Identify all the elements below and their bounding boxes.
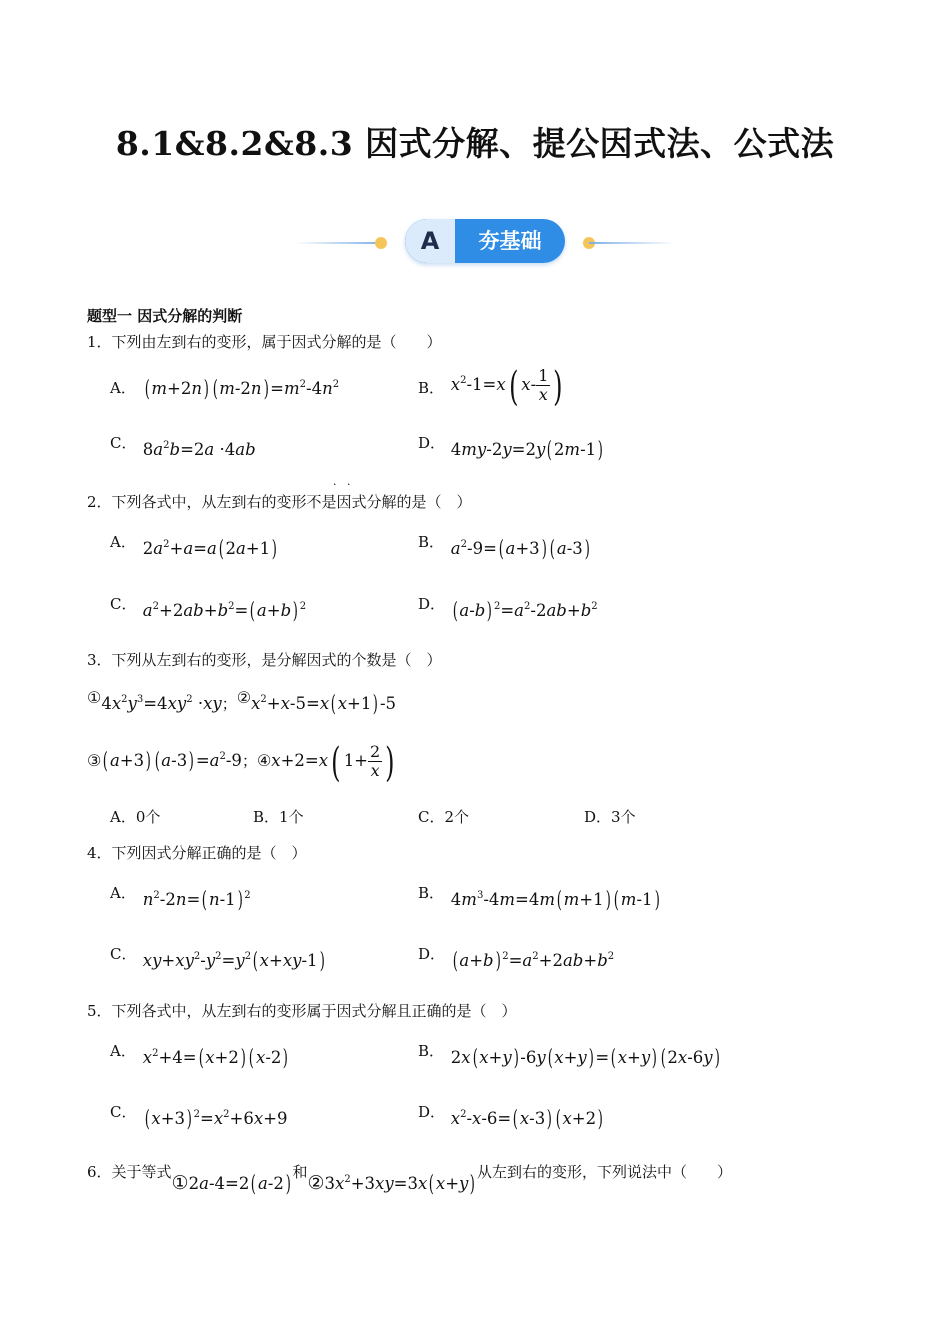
question-5-option-a: [110, 1040, 290, 1071]
option-label: D．: [418, 434, 446, 452]
math-expression: $4m^3-4m=4m$( m+1) ( m-1): [450, 888, 660, 913]
math-expression: $4x^2y^3=4xy^2 \cdot xy$: [101, 694, 222, 713]
option-label: A．: [110, 533, 136, 551]
math-expression: $a^2+2ab+b^2=$( a+b) $^2$: [142, 599, 307, 624]
math-expression: ( a+3) ( $a-3) =a^2-9$: [103, 749, 242, 774]
question-1-option-b: [418, 364, 566, 410]
option-label: C．: [110, 434, 137, 452]
math-expression: 4my-2y=2y( 2m-1): [450, 438, 604, 463]
math-expression: ①2a-4=2( a-2): [171, 1172, 291, 1197]
math-expression: $x^2+x-5=x$( x+1) -5: [251, 692, 397, 717]
math-expression: ( m+2n) ( $m-2n) =m^2-4n^2$: [144, 377, 340, 402]
question-3-option-c: C．2个: [418, 808, 470, 826]
question-4-option-d: [418, 943, 615, 974]
banner-label: 夯基础: [478, 229, 542, 253]
question-5-option-d: [418, 1101, 605, 1132]
option-label: D．: [418, 595, 446, 613]
question-6-stem: [87, 1160, 732, 1197]
question-2-option-c: [110, 593, 307, 624]
question-2-option-d: [418, 593, 598, 624]
separator: ；: [221, 695, 237, 713]
item-marker-1: ①: [87, 688, 102, 707]
emphasis-dots: · ·: [333, 478, 351, 491]
page-title: 8.1&8.2&8.3 因式分解、提公因式法、公式法: [115, 124, 835, 163]
math-expression: 2x( x+y) -6y( x+y) =( x+y) ( 2x-6y): [450, 1046, 720, 1071]
question-4-option-b: [418, 882, 661, 913]
question-5-option-c: [110, 1101, 288, 1132]
banner-line-right: [589, 242, 675, 244]
question-1-option-d: [418, 432, 605, 463]
math-expression: ( x+3) $^2=x^2+6x+9$: [144, 1107, 288, 1132]
question-2-option-a: [110, 531, 279, 562]
option-label: C．: [110, 1103, 137, 1121]
question-3-items-row-1: [87, 688, 396, 717]
question-3-items-row-2: [87, 740, 398, 786]
question-1-option-c: [110, 432, 256, 459]
math-expression: $2a^2+a=a$( 2a+1): [142, 537, 277, 562]
option-label: D．: [418, 1103, 446, 1121]
banner-line-left: [295, 242, 381, 244]
option-label: B．: [418, 379, 445, 397]
item-marker-2: ②: [236, 688, 252, 707]
question-3-option-b: B．1个: [253, 808, 304, 826]
section-banner: [295, 215, 675, 267]
math-expression: ( a+b) $^2=a^2+2ab+b^2$: [452, 949, 615, 974]
question-6-stem-suffix: 从左到右的变形，下列说法中（ ）: [476, 1163, 732, 1181]
math-expression: $x^2-x-6=$( x-3) ( x+2): [450, 1107, 603, 1132]
question-2-stem: 2．下列各式中，从左到右的变形不是因式分解的是（ ）: [87, 493, 472, 511]
question-4-stem: 4．下列因式分解正确的是（ ）: [87, 844, 307, 862]
banner-dot-left: [375, 237, 387, 249]
question-4-option-a: [110, 882, 251, 913]
section-heading: 题型一 因式分解的判断: [87, 307, 243, 325]
option-label: A．: [110, 884, 136, 902]
question-4-option-c: [110, 943, 326, 974]
math-expression: $n^2-2n=$( n-1) $^2$: [142, 888, 251, 913]
question-1-option-a: [110, 377, 339, 402]
question-6-stem-prefix: 6．关于等式: [87, 1163, 172, 1181]
separator: ；: [241, 752, 257, 770]
option-label: B．: [418, 1042, 445, 1060]
option-label: B．: [418, 884, 445, 902]
item-marker-3: ③: [87, 751, 102, 770]
question-5-stem: 5．下列各式中，从左到右的变形属于因式分解且正确的是（ ）: [87, 1002, 517, 1020]
math-expression: ( a-b) $^2=a^2-2ab+b^2$: [452, 599, 598, 624]
question-3-option-d: D．3个: [584, 808, 636, 826]
option-label: A．: [110, 379, 136, 397]
option-label: C．: [110, 945, 137, 963]
math-expression: x+2=x( 1+ $\frac{2}{x}$ ): [271, 740, 395, 786]
option-label: A．: [110, 1042, 136, 1060]
item-marker-4: ④: [256, 751, 272, 770]
math-expression: $xy+xy^2-y^2=y^2$( x+xy-1): [142, 949, 325, 974]
math-expression: $x^2+4=$( x+2) ( x-2): [142, 1046, 289, 1071]
option-label: C．: [110, 595, 137, 613]
question-3-stem: 3．下列从左到右的变形，是分解因式的个数是（ ）: [87, 651, 442, 669]
option-label: D．: [418, 945, 446, 963]
math-expression: $②3x^2+3xy=3x$( x+y): [307, 1172, 476, 1197]
math-expression: $8a^2b=2a \cdot 4ab$: [142, 440, 256, 459]
question-5-option-b: [418, 1040, 721, 1071]
question-6-stem-mid: 和: [292, 1163, 308, 1181]
math-expression: $x^2-1=x$( x- $\frac{1}{x}$ ): [450, 364, 563, 410]
question-1-stem: 1．下列由左到右的变形，属于因式分解的是（ ）: [87, 333, 442, 351]
question-3-option-a: A．0个: [110, 808, 161, 826]
banner-pill: [405, 219, 565, 263]
question-2-option-b: [418, 531, 591, 562]
option-label: B．: [418, 533, 445, 551]
math-expression: $a^2-9=$( a+3) ( a-3): [450, 537, 590, 562]
banner-letter: A: [405, 219, 455, 263]
